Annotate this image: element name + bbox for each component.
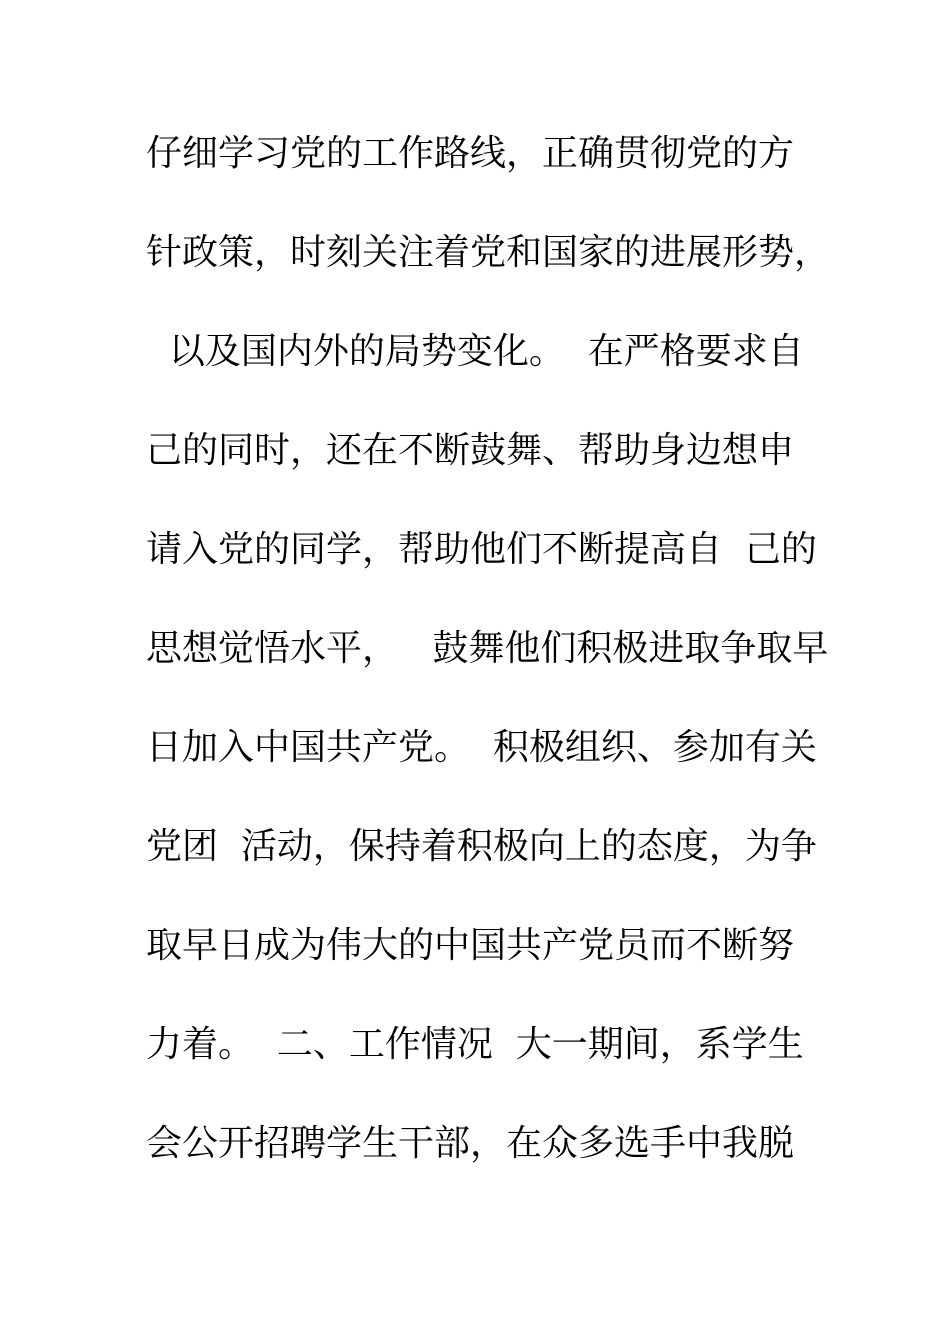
text-line: 思想觉悟水平， 鼓舞他们积极进取争取早 (146, 628, 829, 669)
text-line: 针政策，时刻关注着党和国家的进展形势， (146, 232, 831, 273)
text-line: 以及国内外的局势变化。 在严格要求自 (146, 331, 804, 372)
text-line: 己的同时，还在不断鼓舞、帮助身边想申 (146, 430, 795, 471)
text-line: 党团 活动，保持着积极向上的态度，为争 (146, 826, 817, 867)
text-line: 力着。 二、工作情况 大一期间，系学生 (146, 1024, 804, 1065)
text-line: 仔细学习党的工作路线，正确贯彻党的方 (146, 133, 795, 174)
text-line: 请入党的同学，帮助他们不断提高自 己的 (146, 529, 817, 570)
text-line: 会公开招聘学生干部，在众多选手中我脱 (146, 1123, 795, 1164)
text-line: 日加入中国共产党。 积极组织、参加有关 (146, 727, 817, 768)
text-line: 取早日成为伟大的中国共产党员而不断努 (146, 925, 795, 966)
body-text (146, 126, 831, 1215)
